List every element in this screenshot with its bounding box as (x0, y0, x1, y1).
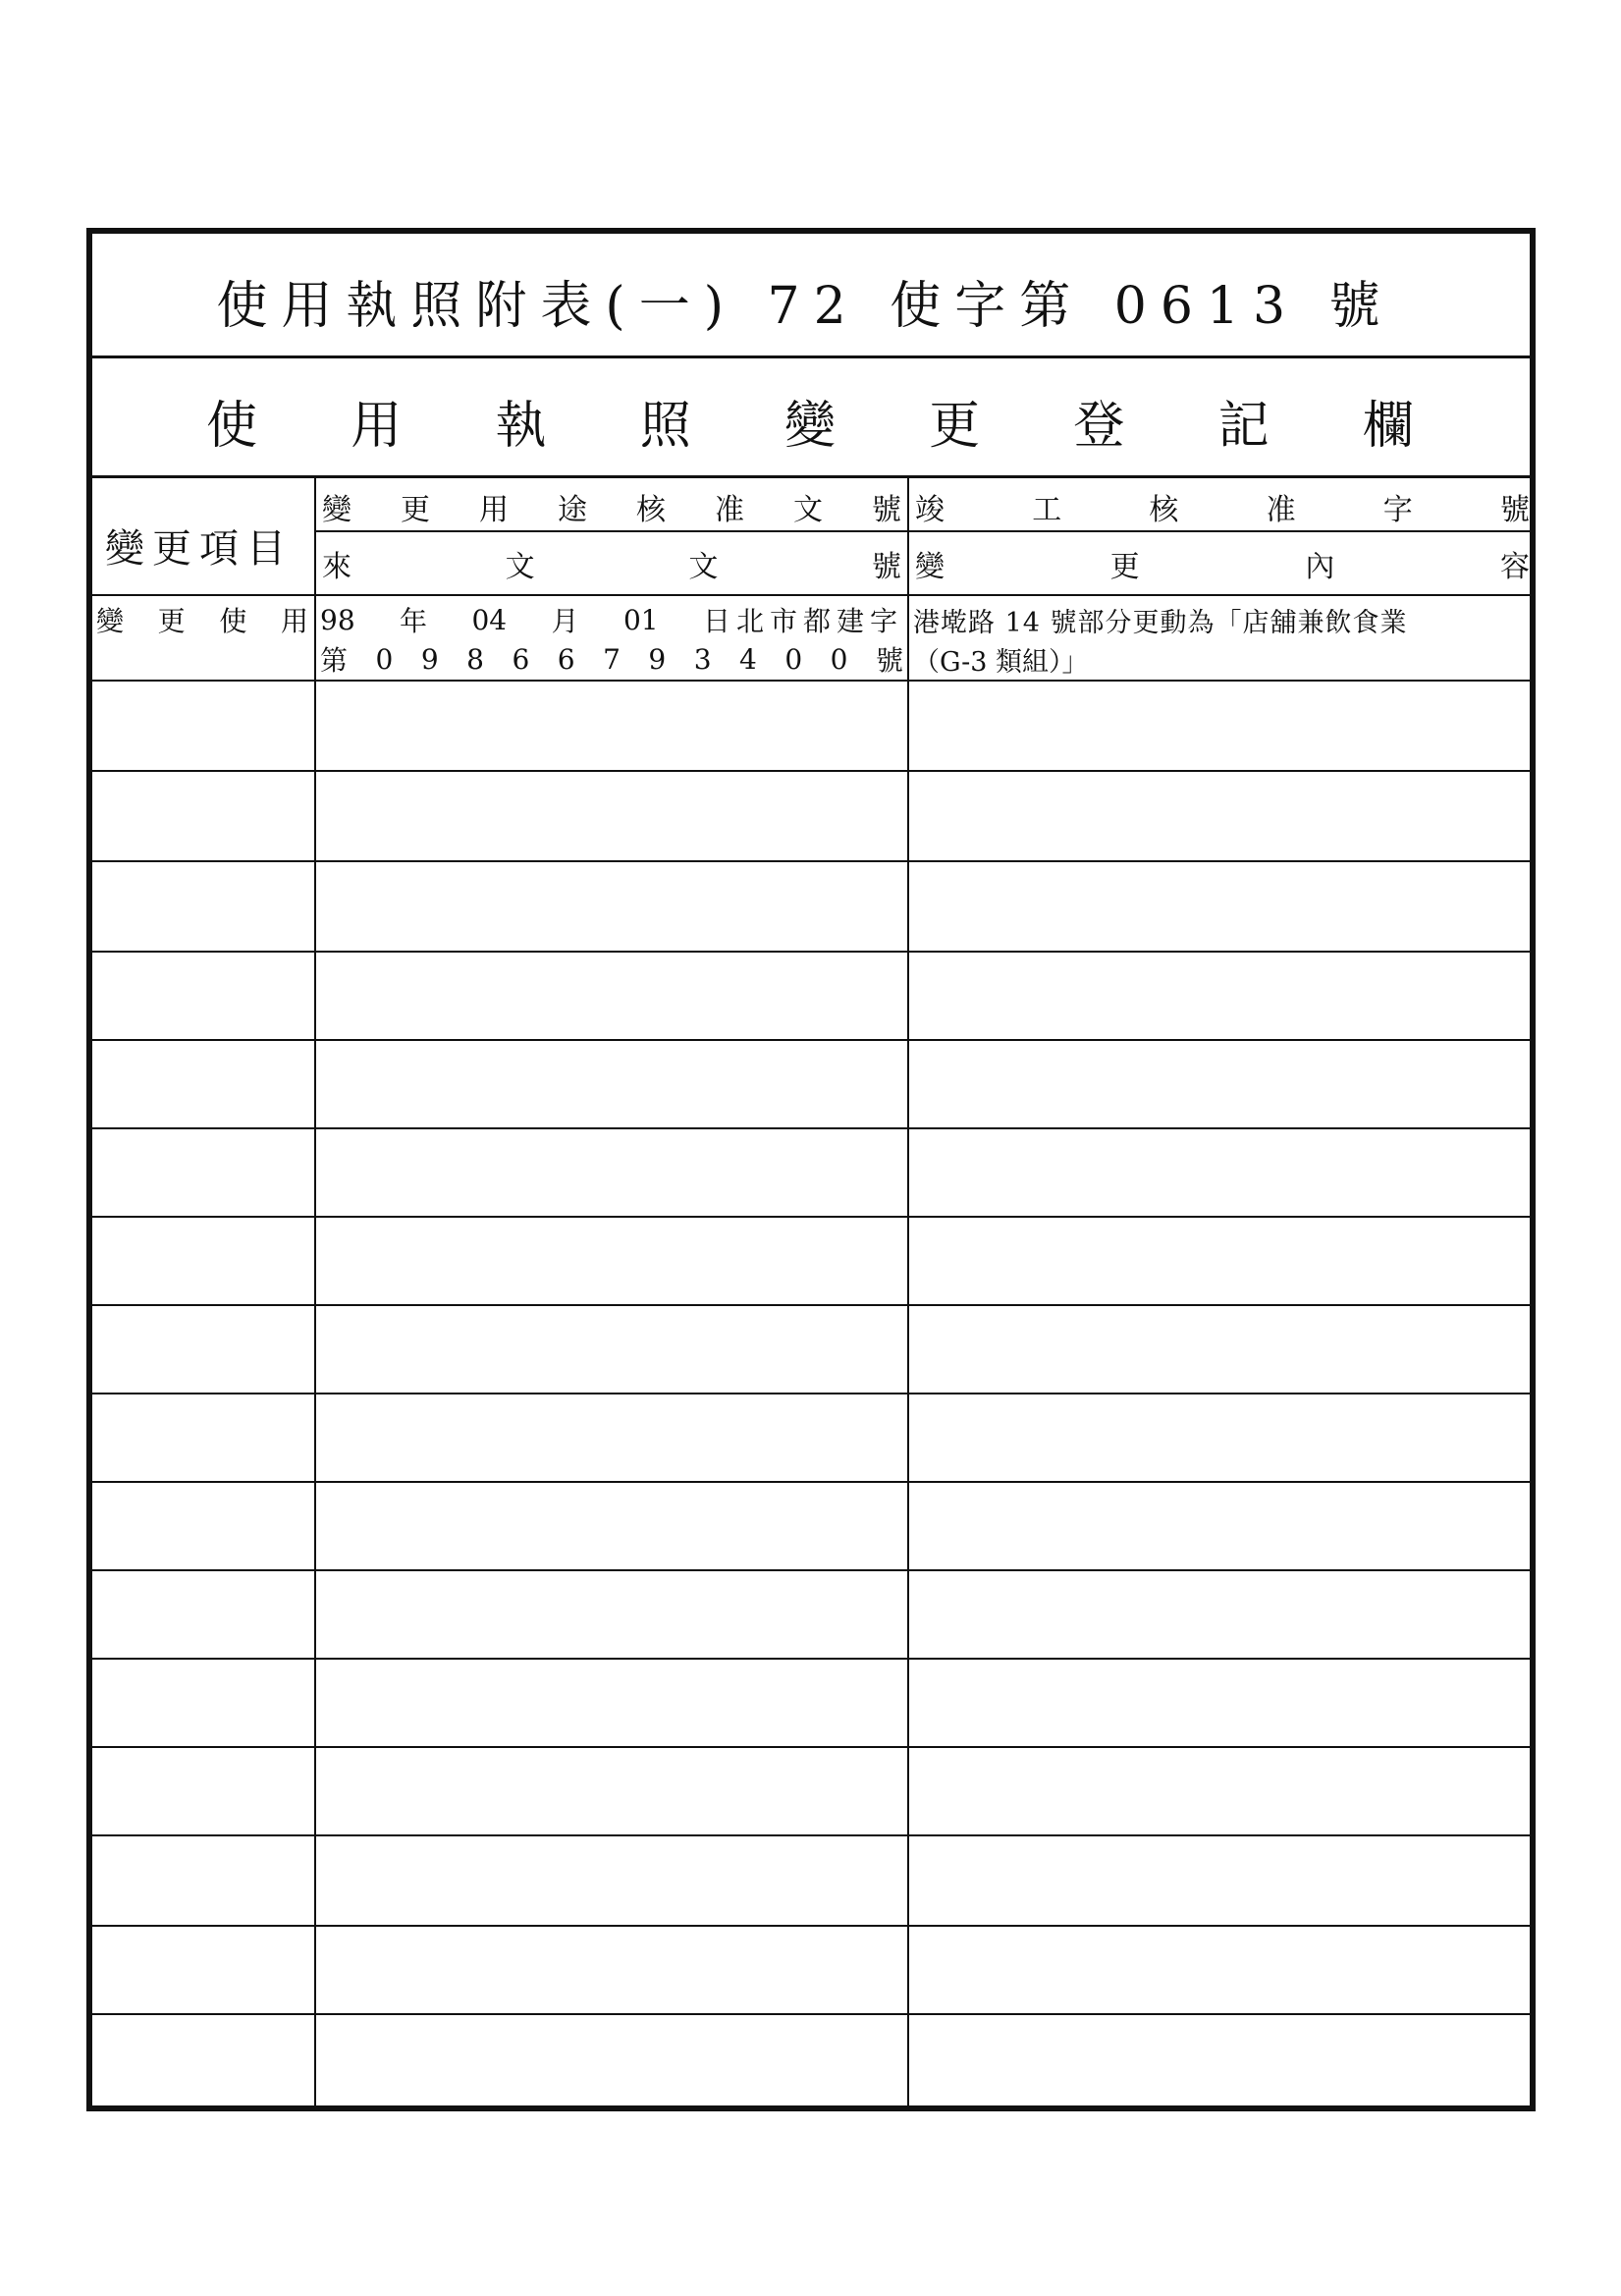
header-char: 竣 (915, 493, 945, 527)
doc-part: 日北市都建字 (702, 605, 903, 637)
heading-char: 欄 (1362, 396, 1414, 456)
header-char: 號 (871, 550, 901, 584)
heading-char: 執 (495, 396, 547, 456)
header-char: 容 (1499, 550, 1530, 584)
rule-blank-row (86, 951, 1536, 953)
row-1-doc-line-2 (320, 636, 903, 682)
header-char: 更 (401, 493, 430, 527)
doc-part: 號 (875, 644, 903, 677)
item-char: 更 (157, 605, 186, 637)
heading-char: 使 (206, 396, 258, 456)
heading-char: 用 (351, 396, 403, 456)
header-char: 內 (1305, 550, 1335, 584)
doc-part: 04 (471, 603, 508, 636)
header-char: 核 (1149, 493, 1179, 527)
header-char: 來 (322, 550, 351, 584)
header-char: 變 (322, 493, 351, 527)
item-char: 使 (219, 605, 247, 637)
approval-doc-number-header (322, 482, 901, 531)
doc-part: 0 (830, 642, 848, 676)
doc-part: 6 (512, 642, 530, 676)
header-char: 工 (1032, 493, 1062, 527)
rule-blank-row (86, 1039, 1536, 1041)
header-char: 准 (715, 493, 744, 527)
doc-part: 0 (375, 642, 394, 676)
doc-part: 9 (420, 642, 439, 676)
completion-approval-number-header (915, 482, 1530, 531)
doc-part: 01 (622, 603, 659, 636)
heading-char: 更 (929, 396, 981, 456)
doc-part: 月 (551, 605, 579, 637)
heading-char: 記 (1217, 396, 1270, 456)
change-item-header: 變更項目 (105, 525, 294, 572)
doc-part: 8 (466, 642, 484, 676)
rule-blank-row (86, 1127, 1536, 1129)
heading-char: 照 (639, 396, 691, 456)
row-1-content-line-2: （G-3 類組）」 (913, 646, 1089, 678)
rule-blank-row (86, 2013, 1536, 2015)
rule-blank-row (86, 1925, 1536, 1927)
rule-blank-row (86, 1304, 1536, 1306)
doc-part: 7 (603, 642, 621, 676)
row-1-change-item (96, 597, 308, 642)
rule-blank-row (86, 770, 1536, 772)
doc-part: 6 (557, 642, 575, 676)
rule-blank-row (86, 1481, 1536, 1483)
doc-part: 0 (784, 642, 803, 676)
page-title: 使用執照附表(一) 72 使字第 0613 號 (216, 276, 1394, 336)
header-char: 文 (793, 493, 823, 527)
doc-part: 第 (320, 644, 349, 677)
rule-blank-row (86, 1658, 1536, 1660)
change-content-header (915, 539, 1530, 588)
header-char: 途 (558, 493, 587, 527)
incoming-doc-number-header (322, 539, 901, 588)
rule-blank-row (86, 1216, 1536, 1218)
header-char: 核 (636, 493, 666, 527)
rule-blank-row (86, 1393, 1536, 1394)
doc-part: 3 (693, 642, 712, 676)
column-rule-left (314, 475, 316, 2107)
header-char: 文 (688, 550, 719, 584)
row-1-content-line-1: 港墘路 14 號部分更動為「店舖兼飲食業 (913, 607, 1408, 638)
item-char: 變 (96, 605, 125, 637)
header-char: 更 (1109, 550, 1140, 584)
header-char: 號 (872, 493, 901, 527)
register-heading (206, 363, 1414, 477)
doc-part: 4 (739, 642, 757, 676)
rule-blank-row (86, 1834, 1536, 1836)
rule-under-title (86, 355, 1536, 358)
heading-char: 變 (783, 396, 836, 456)
column-rule-right (907, 475, 909, 2107)
item-char: 用 (280, 605, 308, 637)
header-char: 准 (1266, 493, 1296, 527)
doc-part: 年 (400, 605, 428, 637)
header-char: 變 (915, 550, 945, 584)
rule-blank-row (86, 1569, 1536, 1571)
rule-blank-row (86, 1746, 1536, 1748)
header-char: 字 (1382, 493, 1413, 527)
rule-blank-row (86, 860, 1536, 862)
doc-part: 9 (648, 642, 667, 676)
header-char: 號 (1499, 493, 1530, 527)
doc-part: 98 (320, 603, 355, 636)
heading-char: 登 (1073, 396, 1125, 456)
header-char: 用 (479, 493, 509, 527)
header-char: 文 (505, 550, 535, 584)
